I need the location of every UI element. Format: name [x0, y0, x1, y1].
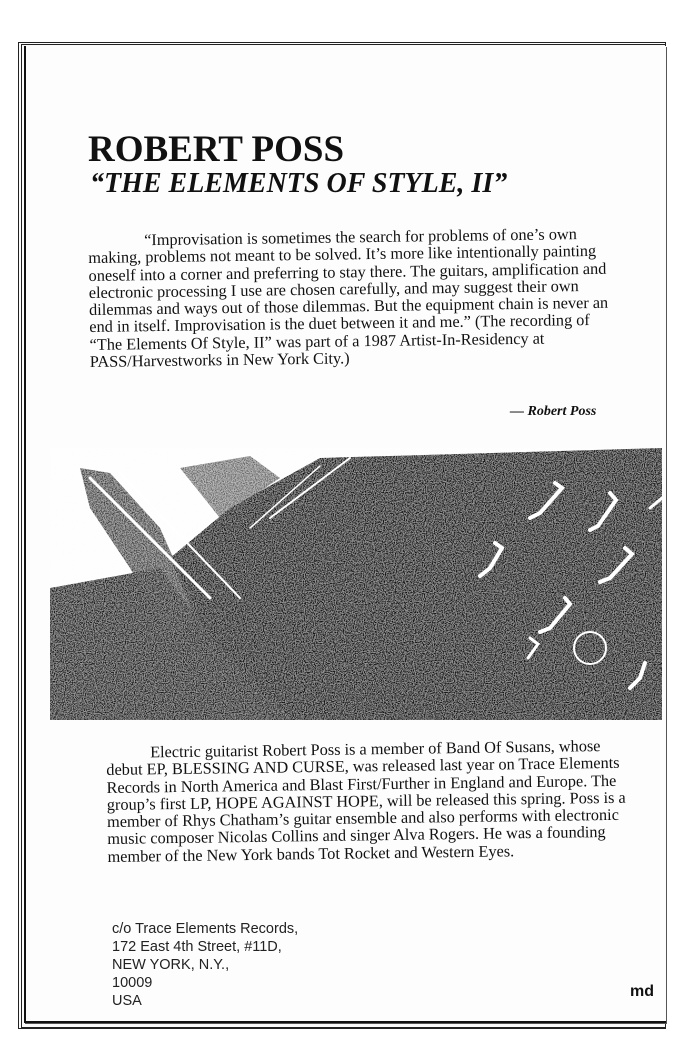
bio-block: [106, 737, 628, 865]
guitar-strings-photo-icon: [50, 448, 662, 720]
address-line: 10009: [112, 975, 153, 991]
quote-attribution: — Robert Poss: [510, 404, 597, 419]
bio-text: Electric guitarist Robert Poss is a member of Band Of Susans, whose debut EP, BLESSING AND CURSE, was released last year on Trace Elements Records in North America and Blast First/Further in England and Europe. The group’s first LP, HOPE AGAINST HOPE, will be released this spring. Poss is a member of Rhys Chatham’s guitar ensemble and also performs with electronic music composer Nicolas Collins and singer Alva Rogers. He was a founding member of the New York bands Tot Rocket and Western Eyes.: [106, 736, 626, 866]
page-subtitle: “THE ELEMENTS OF STYLE, II”: [90, 168, 508, 199]
address-line: 172 East 4th Street, #11D,: [112, 939, 282, 955]
designer-initials: md: [630, 983, 654, 1000]
address-line: NEW YORK, N.Y.,: [112, 957, 230, 973]
address-line: USA: [112, 993, 142, 1009]
quote-block: [88, 225, 618, 371]
address-line: c/o Trace Elements Records,: [112, 921, 299, 937]
contact-address: [112, 920, 298, 1010]
page-title: ROBERT POSS: [88, 129, 345, 170]
quote-text: “Improvisation is sometimes the search for problems of one’s own making, problems not meant to be solved. It’s more like intentionally painting oneself into a corner and preferring to stay there. The guitars, amplification and electronic processing I use are chosen carefully, and may suggest their own dilemmas and ways out of those dilemmas. But the equipment chain is never an end in itself. Improvisation is the duet between it and me.” (The recording of “The Elements Of Style, II” was part of a 1987 Artist-In-Residency at PASS/Harvestworks in New York City.): [88, 224, 609, 372]
